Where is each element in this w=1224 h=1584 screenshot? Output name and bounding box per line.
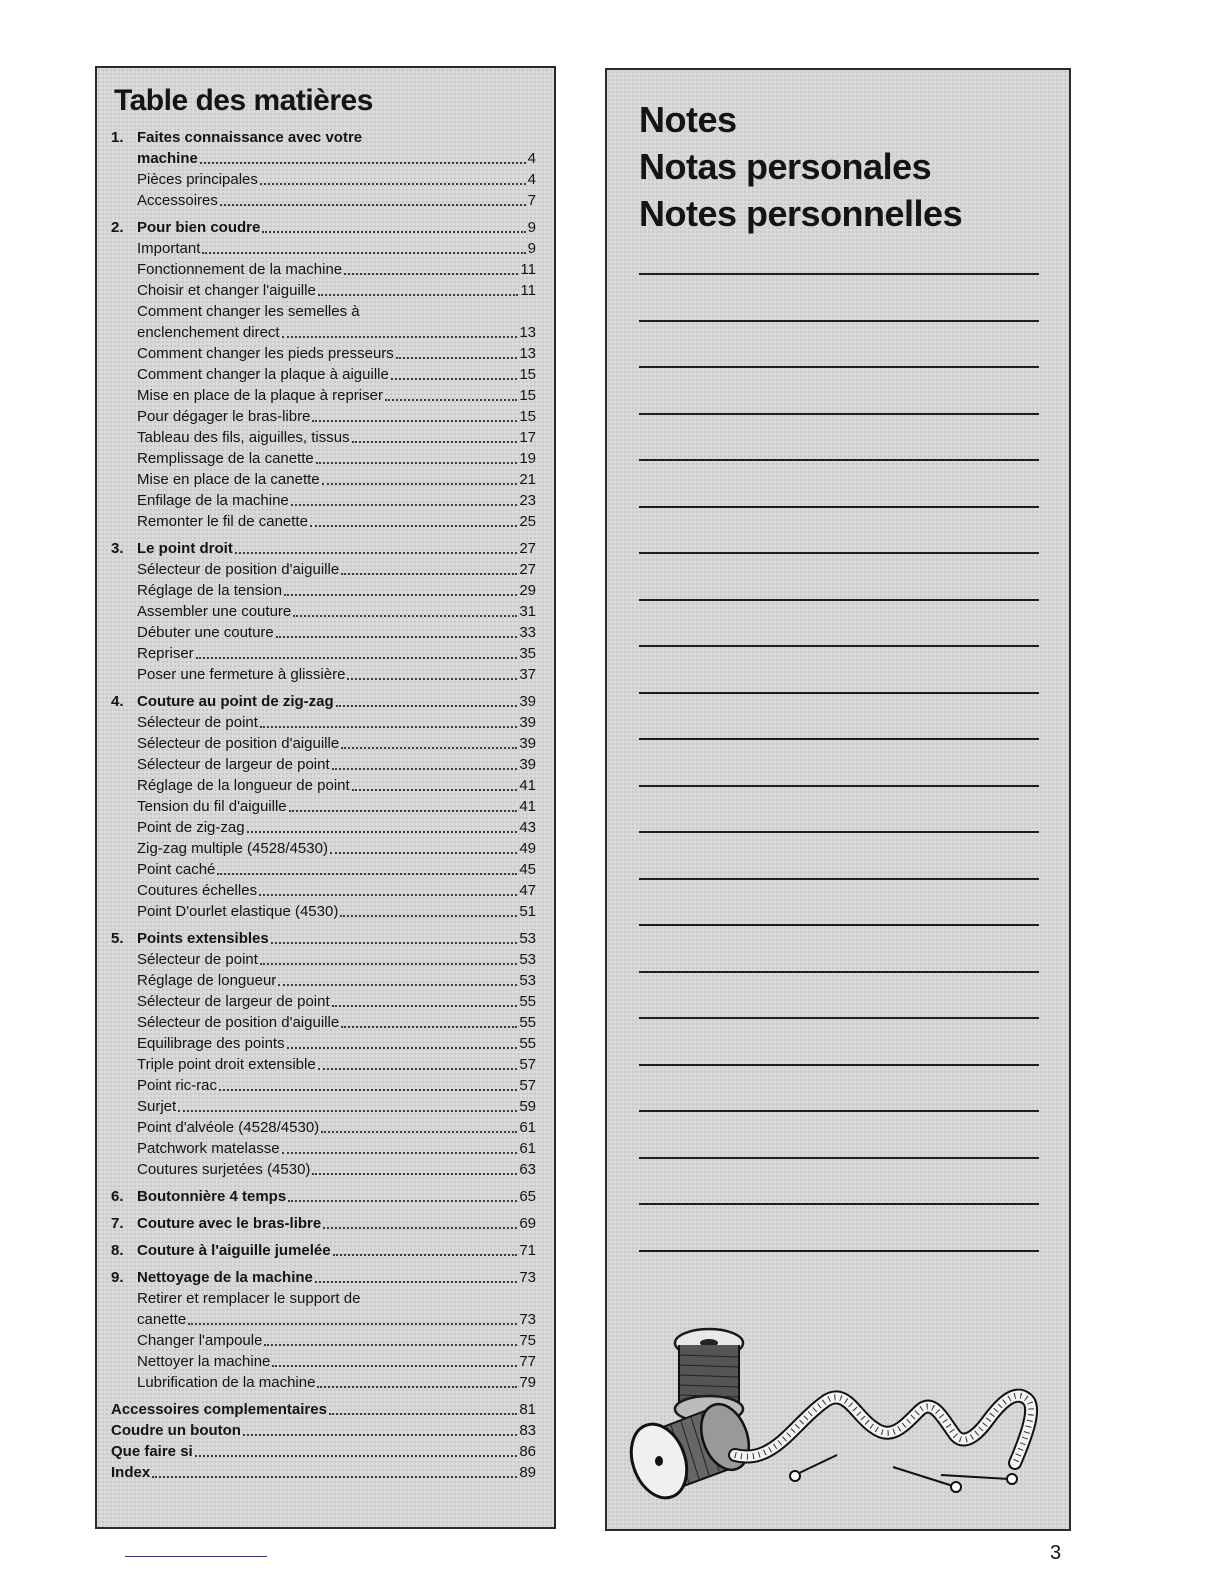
toc-entry-label: Accessoires complementaires (111, 1401, 327, 1418)
toc-entry-label: Débuter une couture (137, 624, 274, 641)
table-of-contents-panel (95, 66, 556, 1529)
toc-subentry (111, 1075, 536, 1096)
toc-subentry (111, 859, 536, 880)
toc-entry-label: Coutures surjetées (4530) (137, 1161, 311, 1178)
toc-section-number: 8. (111, 1242, 124, 1259)
toc-subentry (111, 1054, 536, 1075)
toc-entry-label: Couture au point de zig-zag (137, 693, 334, 710)
toc-page-number: 61 (519, 1140, 536, 1157)
note-writing-line (639, 552, 1039, 554)
toc-section-number: 6. (111, 1188, 124, 1205)
toc-page-number: 21 (519, 471, 536, 488)
toc-subentry (111, 949, 536, 970)
toc-entry (111, 1399, 536, 1420)
toc-subentry (111, 1330, 536, 1351)
toc-subentry (111, 511, 536, 532)
toc-entry (111, 217, 536, 238)
dot-leader (276, 636, 518, 638)
toc-entry-label: Assembler une couture (137, 603, 292, 620)
toc-subentry (111, 1117, 536, 1138)
toc-page-number: 81 (519, 1401, 536, 1418)
toc-entry-label: Repriser (137, 645, 194, 662)
toc-entry-label: Nettoyer la machine (137, 1353, 271, 1370)
toc-entry-label: Sélecteur de position d'aiguille (137, 735, 340, 752)
toc-subentry (111, 991, 536, 1012)
toc-page-number: 39 (519, 693, 536, 710)
toc-page-number: 25 (519, 513, 536, 530)
dot-leader (200, 162, 526, 164)
dot-leader (291, 504, 518, 506)
toc-entry-label: Sélecteur de largeur de point (137, 993, 330, 1010)
dot-leader (322, 483, 518, 485)
dot-leader (332, 768, 518, 770)
toc-section-number: 1. (111, 129, 124, 146)
toc-entry (111, 148, 536, 169)
dot-leader (312, 1173, 517, 1175)
toc-entry (111, 691, 536, 712)
toc-entry-label: Points extensibles (137, 930, 269, 947)
toc-page-number: 13 (519, 324, 536, 341)
toc-entry-label: Patchwork matelasse (137, 1140, 280, 1157)
dot-leader (195, 1455, 518, 1457)
toc-entry-label: Retirer et remplacer le support de (137, 1290, 361, 1307)
toc-page-number: 55 (519, 993, 536, 1010)
toc-page-number: 13 (519, 345, 536, 362)
note-writing-line (639, 971, 1039, 973)
dot-leader (391, 378, 517, 380)
dot-leader (318, 1068, 518, 1070)
toc-subentry (111, 580, 536, 601)
note-writing-line (639, 506, 1039, 508)
dot-leader (264, 1344, 517, 1346)
toc-subentry (111, 469, 536, 490)
toc-section (111, 928, 536, 1180)
toc-entry-label: Tableau des fils, aiguilles, tissus (137, 429, 350, 446)
toc-page-number: 77 (519, 1353, 536, 1370)
note-writing-line (639, 366, 1039, 368)
dot-leader (288, 1200, 517, 1202)
dot-leader (321, 1131, 517, 1133)
dot-leader (220, 204, 526, 206)
toc-entry-label: Sélecteur de position d'aiguille (137, 561, 340, 578)
toc-section (111, 1267, 536, 1393)
toc-subentry (111, 775, 536, 796)
dot-leader (347, 678, 517, 680)
toc-subentry (111, 1012, 536, 1033)
toc-page-number: 35 (519, 645, 536, 662)
toc-page-number: 15 (519, 408, 536, 425)
page-number: 3 (1050, 1542, 1062, 1564)
dot-leader (317, 1386, 517, 1388)
toc-subentry (111, 838, 536, 859)
toc-entry-label: Enfilage de la machine (137, 492, 289, 509)
toc-title: Table des matières (114, 84, 373, 117)
dot-leader (247, 831, 518, 833)
toc-entry-label: Pour bien coudre (137, 219, 261, 236)
toc-section-number: 3. (111, 540, 124, 557)
toc-page-number: 23 (519, 492, 536, 509)
toc-entry-label: Remonter le fil de canette (137, 513, 308, 530)
toc-page-number: 39 (519, 756, 536, 773)
toc-entry-label: Couture avec le bras-libre (137, 1215, 322, 1232)
dot-leader (284, 594, 517, 596)
toc-page-number: 11 (520, 282, 536, 299)
note-writing-line (639, 1017, 1039, 1019)
notes-title-3: Notes personnelles (639, 193, 963, 234)
notes-title-2: Notas personales (639, 146, 932, 187)
note-writing-line (639, 599, 1039, 601)
dot-leader (385, 399, 517, 401)
toc-page-number: 19 (519, 450, 536, 467)
thread-spools-tape-measure-illustration (623, 1315, 1053, 1525)
dot-leader (282, 1152, 518, 1154)
dot-leader (293, 615, 517, 617)
toc-entry (111, 1462, 536, 1483)
toc-page-number: 27 (519, 561, 536, 578)
toc-page-number: 7 (527, 192, 536, 209)
note-writing-line (639, 1110, 1039, 1112)
dot-leader (178, 1110, 517, 1112)
toc-page-number: 89 (519, 1464, 536, 1481)
toc-subentry (111, 1096, 536, 1117)
dot-leader (217, 873, 517, 875)
toc-subentry (111, 280, 536, 301)
toc-entry-label: Réglage de la longueur de point (137, 777, 350, 794)
note-writing-line (639, 320, 1039, 322)
toc-subentry (111, 259, 536, 280)
dot-leader (316, 462, 518, 464)
toc-entry-label: Point D'ourlet elastique (4530) (137, 903, 339, 920)
note-writing-line (639, 878, 1039, 880)
toc-page-number: 9 (527, 219, 536, 236)
toc-subentry (111, 1372, 536, 1393)
note-writing-line (639, 924, 1039, 926)
toc-entry-label: Important (137, 240, 201, 257)
toc-entry-label: Zig-zag multiple (4528/4530) (137, 840, 328, 857)
toc-page-number: 17 (519, 429, 536, 446)
toc-entry-label: Que faire si (111, 1443, 193, 1460)
toc-entry (111, 1267, 536, 1288)
toc-entry-label: Accessoires (137, 192, 218, 209)
toc-page-number: 51 (519, 903, 536, 920)
toc-entry-label: Sélecteur de point (137, 951, 258, 968)
dot-leader (262, 231, 525, 233)
dot-leader (282, 336, 518, 338)
toc-page-number: 73 (519, 1311, 536, 1328)
dot-leader (315, 1281, 517, 1283)
toc-entry-label: Sélecteur de position d'aiguille (137, 1014, 340, 1031)
note-writing-line (639, 273, 1039, 275)
dot-leader (329, 1413, 517, 1415)
toc-section-number: 7. (111, 1215, 124, 1232)
toc-section (111, 1213, 536, 1234)
note-writing-line (639, 1157, 1039, 1159)
dot-leader (259, 894, 517, 896)
toc-entry (111, 1186, 536, 1207)
toc-entry (111, 127, 536, 148)
toc-subentry (111, 190, 536, 211)
toc-page-number: 59 (519, 1098, 536, 1115)
toc-entry-label: Tension du fil d'aiguille (137, 798, 287, 815)
toc-entry-label: Equilibrage des points (137, 1035, 285, 1052)
toc-section (111, 691, 536, 922)
toc-subentry (111, 1033, 536, 1054)
toc-page-number: 15 (519, 366, 536, 383)
toc-page-number: 55 (519, 1014, 536, 1031)
dot-leader (219, 1089, 517, 1091)
toc-subentry (111, 880, 536, 901)
toc-subentry (111, 169, 536, 190)
toc-entry-label: Triple point droit extensible (137, 1056, 316, 1073)
toc-subentry (111, 796, 536, 817)
toc-section (111, 1240, 536, 1261)
toc-entry-label: Point ric-rac (137, 1077, 218, 1094)
toc-page-number: 65 (519, 1188, 536, 1205)
toc-page-number: 57 (519, 1056, 536, 1073)
toc-subentry (111, 364, 536, 385)
dot-leader (260, 183, 526, 185)
toc-page-number: 43 (519, 819, 536, 836)
dot-leader (260, 963, 517, 965)
toc-page-number: 27 (519, 540, 536, 557)
dot-leader (341, 747, 517, 749)
dot-leader (336, 705, 518, 707)
note-writing-line (639, 692, 1039, 694)
toc-subentry (111, 322, 536, 343)
toc-entry-label: Lubrification de la machine (137, 1374, 316, 1391)
dot-leader (352, 789, 518, 791)
toc-subentry (111, 1138, 536, 1159)
toc-entry (111, 1420, 536, 1441)
toc-page-number: 61 (519, 1119, 536, 1136)
toc-section-number: 2. (111, 219, 124, 236)
toc-subentry (111, 754, 536, 775)
notes-titles (639, 96, 962, 237)
toc-page-number: 45 (519, 861, 536, 878)
toc-section (111, 217, 536, 532)
dot-leader (188, 1323, 517, 1325)
toc-subentry (111, 1159, 536, 1180)
toc-entry-label: Changer l'ampoule (137, 1332, 263, 1349)
toc-page-number: 83 (519, 1422, 536, 1439)
toc-page-number: 53 (519, 951, 536, 968)
toc-section (111, 538, 536, 685)
notes-panel (605, 68, 1071, 1531)
toc-page-number: 86 (519, 1443, 536, 1460)
toc-entry-label: Mise en place de la plaque à repriser (137, 387, 383, 404)
toc-entry-label: Boutonnière 4 temps (137, 1188, 287, 1205)
toc-page-number: 53 (519, 972, 536, 989)
note-writing-line (639, 738, 1039, 740)
toc-subentry (111, 238, 536, 259)
toc-subentry (111, 301, 536, 322)
toc-subentry (111, 1288, 536, 1309)
dot-leader (272, 1365, 517, 1367)
toc-page-number: 11 (520, 261, 536, 278)
toc-subentry (111, 712, 536, 733)
toc-subentry (111, 622, 536, 643)
dot-leader (196, 657, 518, 659)
toc-entry-label: Surjet (137, 1098, 177, 1115)
toc-subentry (111, 448, 536, 469)
toc-section-number: 9. (111, 1269, 124, 1286)
toc-page-number: 73 (519, 1269, 536, 1286)
toc-entry (111, 1240, 536, 1261)
toc-entry (111, 1441, 536, 1462)
toc-subentry (111, 1351, 536, 1372)
dot-leader (260, 726, 517, 728)
toc-page-number: 41 (519, 798, 536, 815)
tape-measure-icon (735, 1396, 1031, 1463)
toc-entry-label: Sélecteur de largeur de point (137, 756, 330, 773)
notes-title-1: Notes (639, 99, 737, 140)
toc-entry-label: Point de zig-zag (137, 819, 245, 836)
toc-subentry (111, 970, 536, 991)
note-writing-line (639, 1203, 1039, 1205)
toc-subentry (111, 664, 536, 685)
toc-page-number: 37 (519, 666, 536, 683)
toc-entry-label: canette (137, 1311, 187, 1328)
dot-leader (202, 252, 525, 254)
toc-subentry (111, 406, 536, 427)
toc-subentry (111, 385, 536, 406)
toc-entry-label: Comment changer les pieds presseurs (137, 345, 394, 362)
dot-leader (278, 984, 517, 986)
toc-subentry (111, 343, 536, 364)
dot-leader (340, 915, 517, 917)
toc-entry-label: machine (137, 150, 198, 167)
toc-entry-label: Le point droit (137, 540, 233, 557)
dot-leader (312, 420, 517, 422)
toc-page-number: 53 (519, 930, 536, 947)
toc-page-number: 63 (519, 1161, 536, 1178)
toc-page-number: 75 (519, 1332, 536, 1349)
toc-entry-label: Mise en place de la canette (137, 471, 320, 488)
toc-subentry (111, 817, 536, 838)
toc-page-number: 39 (519, 714, 536, 731)
toc-page-number: 39 (519, 735, 536, 752)
toc-entry-label: Point caché (137, 861, 216, 878)
dot-leader (352, 441, 518, 443)
toc-entry (111, 928, 536, 949)
toc-subentry (111, 559, 536, 580)
bottom-rule (125, 1556, 267, 1557)
toc-subentry (111, 490, 536, 511)
toc-page-number: 15 (519, 387, 536, 404)
dot-leader (344, 273, 518, 275)
toc-page-number: 49 (519, 840, 536, 857)
dot-leader (341, 573, 517, 575)
toc-page-number: 55 (519, 1035, 536, 1052)
toc-entry-label: Coutures échelles (137, 882, 258, 899)
toc-entry-label: Couture à l'aiguille jumelée (137, 1242, 331, 1259)
dot-leader (152, 1476, 517, 1478)
toc-section (111, 127, 536, 211)
toc-page-number: 69 (519, 1215, 536, 1232)
toc-section (111, 1186, 536, 1207)
dot-leader (318, 294, 519, 296)
toc-entry-label: Nettoyage de la machine (137, 1269, 313, 1286)
toc-page-number: 71 (519, 1242, 536, 1259)
toc-entry-label: Comment changer les semelles à (137, 303, 360, 320)
note-writing-line (639, 785, 1039, 787)
toc-subentry (111, 643, 536, 664)
toc-subentry (111, 733, 536, 754)
note-writing-line (639, 831, 1039, 833)
dot-leader (243, 1434, 517, 1436)
toc-page-number: 4 (527, 171, 536, 188)
toc-entry-label: Choisir et changer l'aiguille (137, 282, 316, 299)
note-writing-line (639, 459, 1039, 461)
toc-entry (111, 538, 536, 559)
note-writing-line (639, 645, 1039, 647)
toc-entry-label: Fonctionnement de la machine (137, 261, 343, 278)
toc-subentry (111, 1309, 536, 1330)
dot-leader (341, 1026, 517, 1028)
toc-extras (111, 1399, 536, 1483)
toc-section-number: 5. (111, 930, 124, 947)
dot-leader (235, 552, 517, 554)
toc-entry-label: Faites connaissance avec votre (137, 129, 363, 146)
toc-list (111, 127, 536, 1483)
toc-subentry (111, 427, 536, 448)
note-writing-line (639, 413, 1039, 415)
toc-subentry (111, 901, 536, 922)
note-writing-line (639, 1064, 1039, 1066)
toc-entry-label: Pour dégager le bras-libre (137, 408, 311, 425)
toc-entry-label: enclenchement direct (137, 324, 280, 341)
toc-entry-label: Réglage de la tension (137, 582, 283, 599)
toc-page-number: 57 (519, 1077, 536, 1094)
dot-leader (287, 1047, 518, 1049)
toc-entry-label: Poser une fermeture à glissière (137, 666, 346, 683)
pins-icon (790, 1455, 1017, 1492)
toc-page-number: 33 (519, 624, 536, 641)
toc-page-number: 47 (519, 882, 536, 899)
toc-entry-label: Coudre un bouton (111, 1422, 241, 1439)
toc-entry-label: Point d'alvéole (4528/4530) (137, 1119, 320, 1136)
toc-entry-label: Index (111, 1464, 151, 1481)
toc-entry (111, 1213, 536, 1234)
dot-leader (396, 357, 518, 359)
toc-section-number: 4. (111, 693, 124, 710)
dot-leader (332, 1005, 518, 1007)
toc-page-number: 31 (519, 603, 536, 620)
toc-entry-label: Pièces principales (137, 171, 258, 188)
dot-leader (289, 810, 518, 812)
dot-leader (271, 942, 518, 944)
toc-entry-label: Réglage de longueur (137, 972, 277, 989)
dot-leader (333, 1254, 518, 1256)
toc-entry-label: Remplissage de la canette (137, 450, 314, 467)
toc-page-number: 9 (527, 240, 536, 257)
dot-leader (310, 525, 517, 527)
toc-subentry (111, 601, 536, 622)
dot-leader (330, 852, 517, 854)
toc-page-number: 41 (519, 777, 536, 794)
dot-leader (323, 1227, 517, 1229)
toc-entry-label: Sélecteur de point (137, 714, 258, 731)
toc-page-number: 29 (519, 582, 536, 599)
toc-page-number: 79 (519, 1374, 536, 1391)
toc-page-number: 4 (527, 150, 536, 167)
toc-entry-label: Comment changer la plaque à aiguille (137, 366, 389, 383)
note-writing-line (639, 1250, 1039, 1252)
